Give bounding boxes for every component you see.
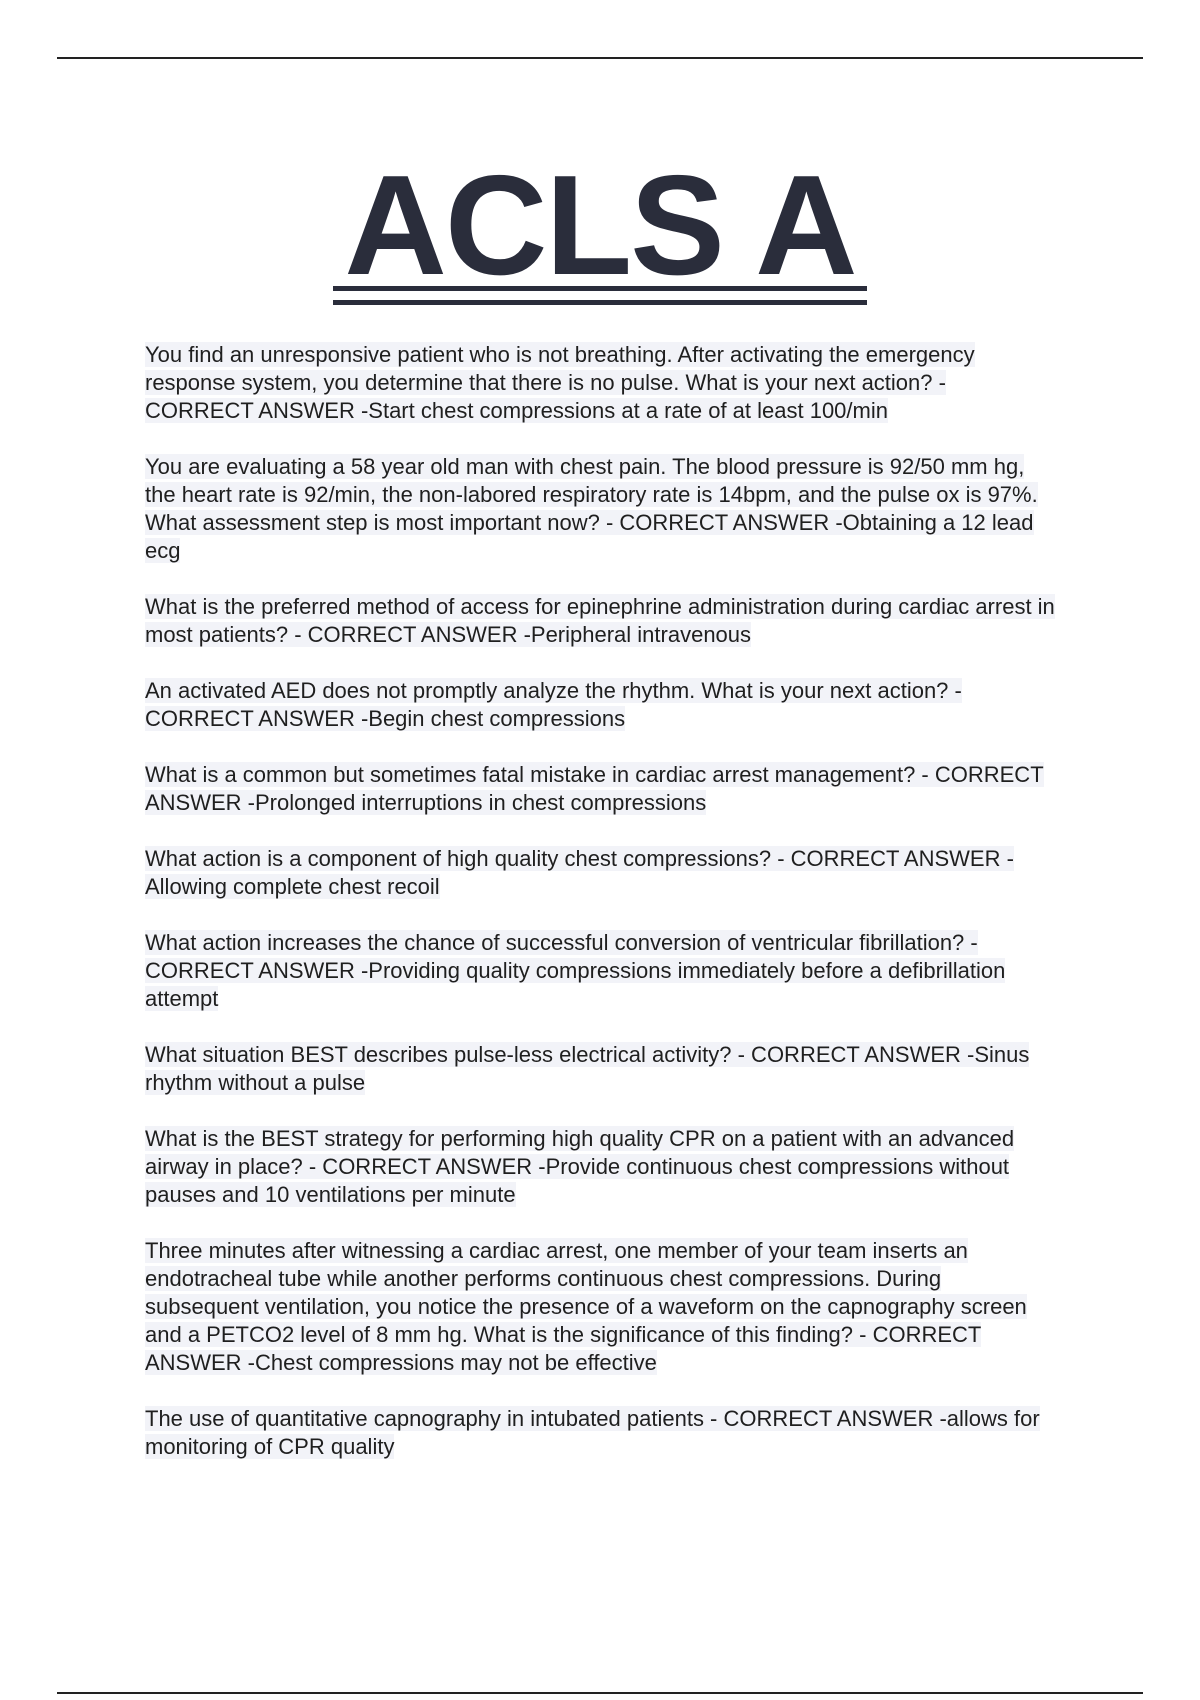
qa-text: You are evaluating a 58 year old man with chest pain. The blood pressure is 92/50 mm hg, the heart rate is 92/min, the non-labored respiratory rate is 14bpm, and the pulse ox is 97%. What assessment step is most important now? - CORRECT ANSWER -Obtaining a 12 lead ecg [145, 454, 1038, 563]
document-title: ACLS A [344, 146, 856, 305]
qa-text: An activated AED does not promptly analyze the rhythm. What is your next action? - CORRECT ANSWER -Begin chest compressions [145, 678, 962, 731]
top-rule [57, 57, 1143, 59]
qa-text: What is the BEST strategy for performing high quality CPR on a patient with an advanced airway in place? - CORRECT ANSWER -Provide continuous chest compressions without pauses and 10 ventilations per minute [145, 1126, 1015, 1207]
bottom-rule [57, 1692, 1143, 1694]
qa-item [145, 1041, 1055, 1097]
qa-list [145, 341, 1055, 1489]
title-underline-lower [333, 300, 867, 305]
qa-item [145, 1125, 1055, 1209]
title-underline-upper [333, 286, 867, 291]
qa-text: You find an unresponsive patient who is not breathing. After activating the emergency response system, you determine that there is no pulse. What is your next action? - CORRECT ANSWER -Start chest compressions at a rate of at least 100/min [145, 342, 975, 423]
qa-text: Three minutes after witnessing a cardiac arrest, one member of your team inserts an endotracheal tube while another performs continuous chest compressions. During subsequent ventilation, you notice the presence of a waveform on the capnography screen and a PETCO2 level of 8 mm hg. What is the significance of this finding? - CORRECT ANSWER -Chest compressions may not be effective [145, 1238, 1027, 1375]
qa-item [145, 593, 1055, 649]
qa-item [145, 677, 1055, 733]
qa-item [145, 1237, 1055, 1377]
qa-item [145, 845, 1055, 901]
qa-item [145, 341, 1055, 425]
qa-item [145, 453, 1055, 565]
qa-item [145, 929, 1055, 1013]
qa-text: The use of quantitative capnography in intubated patients - CORRECT ANSWER -allows for monitoring of CPR quality [145, 1406, 1040, 1459]
qa-text: What is the preferred method of access for epinephrine administration during cardiac arrest in most patients? - CORRECT ANSWER -Peripheral intravenous [145, 594, 1055, 647]
qa-text: What situation BEST describes pulse-less electrical activity? - CORRECT ANSWER -Sinus rhythm without a pulse [145, 1042, 1030, 1095]
qa-text: What action is a component of high quality chest compressions? - CORRECT ANSWER -Allowing complete chest recoil [145, 846, 1014, 899]
qa-item [145, 761, 1055, 817]
qa-text: What is a common but sometimes fatal mistake in cardiac arrest management? - CORRECT ANSWER -Prolonged interruptions in chest compressions [145, 762, 1044, 815]
qa-text: What action increases the chance of successful conversion of ventricular fibrillation? - CORRECT ANSWER -Providing quality compressions immediately before a defibrillation attempt [145, 930, 1006, 1011]
title-block [0, 146, 1200, 305]
qa-item [145, 1405, 1055, 1461]
